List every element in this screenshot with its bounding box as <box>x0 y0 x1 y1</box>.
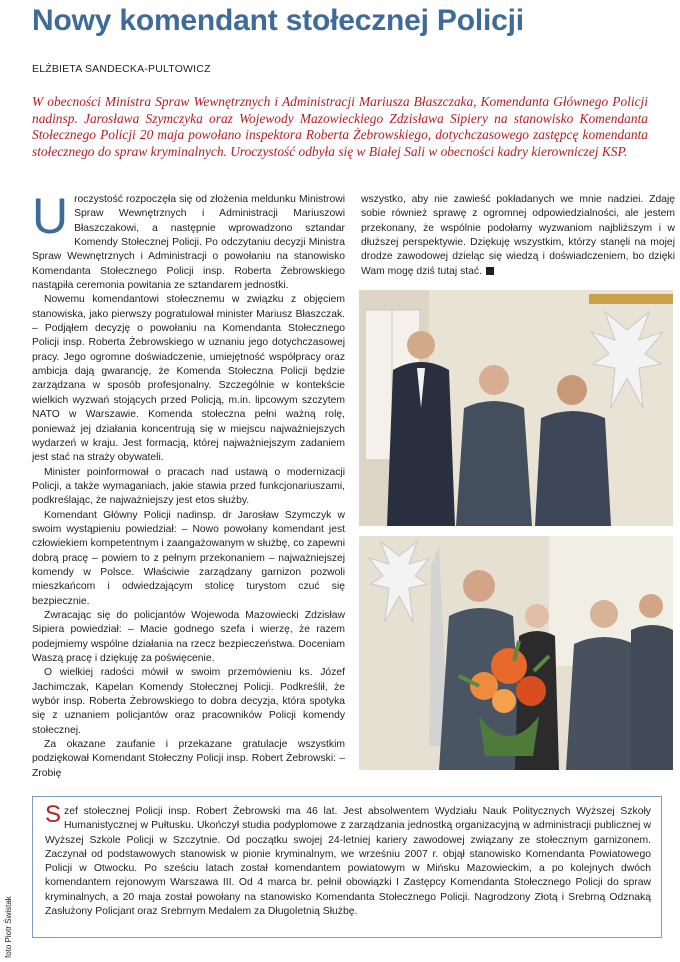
paragraph: Minister poinformował o pracach nad ustawą o modernizacji Policji, a także wymaganiach, jakie stawia przed funkcjonariuszami, podkreślając, że najważniejszy jest etos służby. <box>32 466 345 507</box>
bio-box <box>32 796 662 938</box>
paragraph: Zwracając się do policjantów Wojewoda Mazowiecki Zdzisław Sipiera powiedział: – Macie godnego szefa i wierzę, że razem podejmiemy wspólne działania na rzecz bezpieczeństwa. Doceniam Waszą pracę i dziękuję za poświęcenie. <box>32 609 345 664</box>
article-lead: W obecności Ministra Spraw Wewnętrznych i Administracji Mariusza Błaszczaka, Komendanta Głównego Policji nadinsp. Jarosława Szymczyka oraz Wojewody Mazowieckiego Zdzisława Sipiery na stanowisko Komendanta Stołecznego Policji 20 maja powołano inspektora Roberta Żebrowskiego, dotychczasowego zastępcę komendanta stołecznego do spraw kryminalnych. Uroczystość odbyła się w Białej Sali w obecności kadry kierowniczej KSP. <box>32 94 648 159</box>
paragraph: Komendant Główny Policji nadinsp. dr Jarosław Szymczyk w swoim wystąpieniu powiedział: – Nowo powołany komendant jest człowiekiem kompetentnym i zaangażowanym w służbę, co zapewni dobrą pracę – powiem to z pełnym przekonaniem – najważniejszej komendy w Polsce. Właściwie zarządzany garnizon pozwoli mieszkańcom i odwiedzającym stolicę turystom czuć się bezpiecznie. <box>32 509 345 607</box>
ceremony-photo-flowers <box>359 536 673 770</box>
left-column <box>32 188 345 781</box>
drop-cap: S <box>45 801 62 828</box>
ceremony-photo-officials <box>359 290 673 526</box>
article-author: ELŻBIETA SANDECKA-PULTOWICZ <box>32 63 211 75</box>
paragraph: Za okazane zaufanie i przekazane gratulacje wszystkim podziękował Komendant Stołeczny Policji insp. Robert Żebrowski: – Zrobię <box>32 739 345 779</box>
bio-text: Szef stołecznej Policji insp. Robert Żebrowski ma 46 lat. Jest absolwentem Wydziału Nauk Politycznych Wyższej Szkoły Humanistycznej w Pułtusku. Ukończył studia podyplomowe z zarządzania jednostką organizacyjną w administracji publicznej w Wyższej Szkole Policji w Szczytnie. Od początku swojej 24-letniej kariery zawodowej związany ze stołecznym garnizonem. Zaczynał od podstawowych stanowisk w pionie kryminalnym, we wrześniu 2007 r. objął stanowisko Komendanta Powiatowego Policji w Otwocku. Po sześciu latach został komendantem powiatowym w Mińsku Mazowieckim, a po kolejnych dwóch komendantem rejonowym Warszawa III. Od 4 marca br. pełnił obowiązki I Zastępcy Komendanta Stołecznego Policji do spraw kryminalnych, a 20 maja został powołany na stanowisko Komendanta Stołecznego Policji. Nagrodzony Złotą i Srebrną Odznaką Zasłużony Policjant oraz Srebrnym Medalem za Długoletnią Służbę. <box>45 801 651 918</box>
photo-credit: foto Piotr Świstak <box>4 896 13 958</box>
paragraph: O wielkiej radości mówił w swoim przemówieniu ks. Józef Jachimczak, Kapelan Komendy Stołecznej Policji. Podkreślił, że wybór insp. Roberta Żebrowskiego to dobra decyzja, która spotyka się z uznaniem policjantów oraz pracowników Policji komendy stołecznej. <box>32 667 345 736</box>
article-title: Nowy komendant stołecznej Policji <box>32 4 524 37</box>
right-column <box>361 193 675 279</box>
paragraph: wszystko, aby nie zawieść pokładanych we mnie nadziei. Zdaję sobie również sprawę z ogromnej odpowiedzialności, ale jestem przekonany, że wspólnie podołamy wyzwaniom najbliższym i w dłuższej perspektywie. Dziękuję wszystkim, którzy stanęli na mojej drodze zawodowej dzieląc się wiedzą i doświadczeniem, bo dzięki Wam mogę dziś tutaj stać. <box>361 194 675 277</box>
drop-cap: U <box>32 188 69 244</box>
paragraph: Uroczystość rozpoczęła się od złożenia meldunku Ministrowi Spraw Wewnętrznych i Administracji Mariuszowi Błaszczakowi, a następnie wprowadzono sztandar Komendy Stołecznej Policji. Po odczytaniu decyzji Ministra Spraw Wewnętrznych i Administracji o powołaniu na stanowisko Komendanta Stołecznego Policji insp. Roberta Żebrowskiego nastąpiła ceremonia powitania ze sztandarem jednostki. <box>32 188 345 292</box>
end-of-article-mark <box>486 267 494 275</box>
paragraph: Nowemu komendantowi stołecznemu w związku z objęciem stanowiska, jako pierwszy pogratulował minister Mariusz Błaszczak. – Podjąłem decyzję o powołaniu na Komendanta Stołecznego Policji insp. Roberta Żebrowskiego w uznaniu jego dotychczasowej pracy. Jego ogromne doświadczenie, umiejętność współpracy oraz ambicja dają gwarancję, że Komenda Stołeczna Policji będzie zarządzana w sposób profesjonalny. Szczególnie w kontekście wielkich wyzwań stojących przed Policją, m.in. lipcowym szczytem NATO w Warszawie. Komenda stołeczna pełni ważną rolę, ponieważ jej działania koncentrują się w miejscu najważniejszych wydarzeń w kraju. Jest formacją, której najważniejszym zadaniem jest stać na straży obywateli. <box>32 294 345 464</box>
